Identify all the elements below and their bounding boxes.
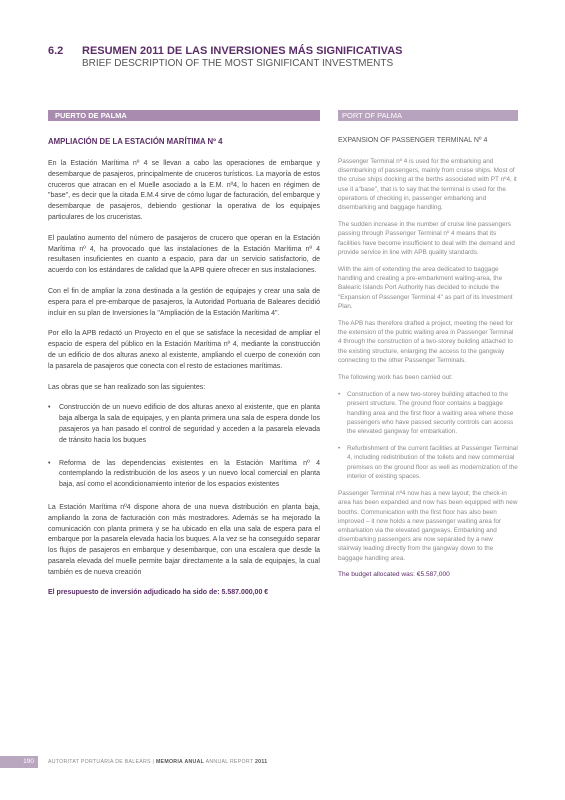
paragraph-en-5: The following work has been carried out: xyxy=(338,374,453,382)
bullet-list-es xyxy=(48,403,320,491)
paragraph-en-1: Passenger Terminal nº 4 is used for the embarking and disembarking of passengers, mainly from cruise ships. Most of the cruise ships docking at the berths associated with PT nº4, it use it a"base", that is to say that the terminal is used for the operations of checking in, passenger embarking and disembarking and baggage handling. xyxy=(338,158,517,212)
footer-report-es: MEMORIA ANUAL xyxy=(155,759,205,765)
list-item xyxy=(338,390,518,436)
list-item-text: Construcción de un nuevo edificio de dos alturas anexo al existente, que en planta baja alberga la sala de equipajes, y en planta primera una sala de espera donde los pasajeros ya han pasado el control de seguridad y acceden a la pasarela elevada de tránsito hacia los buques xyxy=(59,404,320,444)
paragraph-es-5: Las obras que se han realizado son las siguientes: xyxy=(48,383,206,391)
paragraph-en-3: With the aim of extending the area dedicated to baggage handling and creating a pre-embarkment waiting-area, the Balearic Islands Port Authority has decided to include the "Expansion of Passenger Terminal 4" as part of its Investment Plan. xyxy=(338,266,513,310)
english-column xyxy=(338,110,518,578)
bullet-icon: • xyxy=(338,391,341,399)
footer-report-en: ANNUAL REPORT xyxy=(205,759,254,765)
spanish-column xyxy=(48,110,320,596)
footer-text xyxy=(48,756,267,768)
list-item xyxy=(48,459,320,491)
budget-es: El presupuesto de inversión adjudicado ha sido de: 5.587.000,00 € xyxy=(48,588,269,596)
list-item-text: Reforma de las dependencias existentes en la Estación Marítima nº 4 contemplando la redistribución de los aseos y un nuevo local comercial en planta baja, así como el acondicionamiento interior de los espacios existentes xyxy=(59,459,320,489)
list-item xyxy=(338,444,518,481)
budget-en: The budget allocated was: €5.587,000 xyxy=(338,570,450,578)
paragraph-es-3: Con el fin de ampliar la zona destinada a la gestión de equipajes y crear una sala de espera para el pre-embarque de pasajeros, la Autoridad Portuaria de Baleares decidió incluir en su plan de Inversiones la "Ampliación de la Estación Marítima 4". xyxy=(48,287,320,317)
footer-year: 2011 xyxy=(254,759,268,765)
section-number: 6.2 xyxy=(48,45,64,57)
section-bar-es: PUERTO DE PALMA xyxy=(48,110,320,121)
bullet-icon: • xyxy=(338,445,341,453)
section-title: RESUMEN 2011 DE LAS INVERSIONES MÁS SIGNIFICATIVAS xyxy=(82,45,403,57)
closing-paragraph-es: La Estación Marítima nº4 dispone ahora de una nueva distribución en planta baja, ampliando la zona de facturación con más mostradores. Además se ha mejorado la comunicación con planta primera y se ha ubicado en ella una sala de espera para el embarque por la pasarela elevada hacia los buques. A la vez se ha conseguido separar los flujos de pasajeros en embarque y desembarque, con una escalera que desde la pasarela elevada del muelle permite bajar directamente a la sala de equipajes, la cual también es de nueva creación xyxy=(48,503,320,576)
paragraph-es-1: En la Estación Marítima nº 4 se llevan a cabo las operaciones de embarque y desembarque de pasajeros, principalmente de cruceros turísticos. La mayoría de estos cruceros que atracan en el Muelle asociado a la E.M. nº4, lo hacen en régimen de "base", es decir que la citada E.M.4 sirve de cómo lugar de facturación, del embarque y desembarque de pasajeros, debiendo gestionar la operativa de los equipajes particulares de los cruceristas. xyxy=(48,160,320,221)
body-en xyxy=(338,157,518,578)
closing-paragraph-en: Passenger Terminal nº4 now has a new layout; the check-in area has been expanded and now has been equipped with new booths. Communication with the first floor has also been improved – it now holds a new passenger waiting area for embarkation via the elevated gangways. Embarking and disembarking passengers are now separated by a new stairway leading directly from the gangway down to the baggage handling area. xyxy=(338,490,518,562)
body-es xyxy=(48,159,320,596)
page-footer xyxy=(0,756,565,768)
bullet-icon: • xyxy=(48,404,51,412)
bullet-icon: • xyxy=(48,459,51,467)
heading-en: EXPANSION OF PASSENGER TERMINAL Nº 4 xyxy=(338,137,488,144)
footer-org: AUTORITAT PORTUÀRIA DE BALEARS xyxy=(48,759,151,765)
paragraph-es-2: El paulatino aumento del número de pasajeros de crucero que operan en la Estación Marítima nº 4, ha provocado que las instalaciones de la Estación Marítima nº 4 resultasen insuficientes en cuanto a espacio, para dar un servicio satisfactorio, de acuerdo con los estándares de calidad que la APB quiere ofrecer en sus instalaciones. xyxy=(48,234,320,275)
paragraph-en-4: The APB has therefore drafted a project, meeting the need for the extension of the public waiting area in Passenger Terminal 4 through the construction of a two-storey building attached to the existing structure, enlarging the access to the gangway connecting to the other Passenger Terminals. xyxy=(338,320,514,364)
page-number: 190 xyxy=(0,756,38,768)
section-bar-en: PORT OF PALMA xyxy=(338,110,518,121)
list-item-text: Refurbishment of the current facilities at Passenger Terminal 4, including redistribution of the toilets and new commercial premises on the ground floor as well as modernization of the interior of existing spaces. xyxy=(347,445,518,480)
paragraph-en-2: The sudden increase in the number of cruise line passengers passing through Passenger Terminal nº 4 means that its facilities have become insufficient to deal with the demand and provide service in line with APB quality standards. xyxy=(338,221,515,256)
list-item xyxy=(48,403,320,446)
footer-separator: | xyxy=(152,759,155,765)
bullet-list-en xyxy=(338,390,518,481)
list-item-text: Construction of a new two-storey building attached to the present structure. The ground floor contains a baggage handling area and the first floor a waiting area where those passengers who have passed security controls can access the elevated gangway for embarkation. xyxy=(347,391,514,436)
heading-es: AMPLIACIÓN DE LA ESTACIÓN MARÍTIMA Nº 4 xyxy=(48,137,223,146)
section-subtitle: BRIEF DESCRIPTION OF THE MOST SIGNIFICANT INVESTMENTS xyxy=(82,58,394,69)
paragraph-es-4: Por ello la APB redactó un Proyecto en el que se satisface la necesidad de ampliar el espacio de espera del público en la Estación Marítima nº 4, mediante la construcción de un edificio de dos alturas anexo al existente, ampliando el cuerpo de conexión con la pasarela de pasajeros que conecta con el resto de estaciones marítimas. xyxy=(48,330,320,370)
